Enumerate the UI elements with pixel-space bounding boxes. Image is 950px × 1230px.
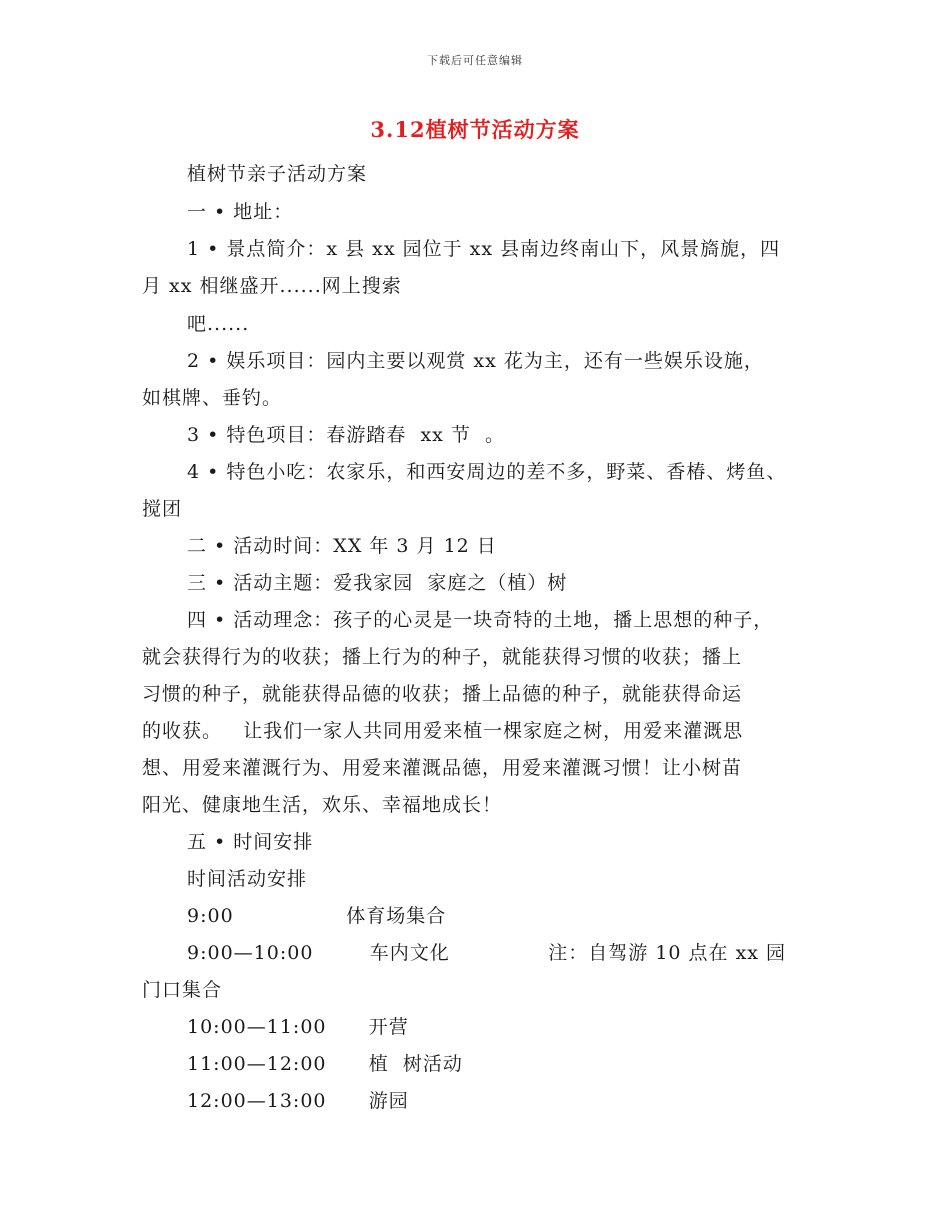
paragraph-line: 吧...... bbox=[187, 313, 250, 335]
paragraph-line: 月 xx 相继盛开......网上搜索 bbox=[142, 275, 402, 297]
paragraph-line: 的收获。 让我们一家人共同用爱来植一棵家庭之树，用爱来灌溉思 bbox=[142, 720, 744, 742]
schedule-row: 9:00—10:00 车内文化 注：自驾游 10 点在 xx 园 bbox=[187, 942, 787, 964]
paragraph-line: 2 • 娱乐项目：园内主要以观赏 xx 花为主，还有一些娱乐设施， bbox=[187, 350, 764, 372]
paragraph-line: 阳光、健康地生活，欢乐、幸福地成长！ bbox=[142, 794, 503, 816]
paragraph-line: 习惯的种子，就能获得品德的收获；播上品德的种子，就能获得命运 bbox=[142, 683, 743, 705]
paragraph-line: 如棋牌、垂钓。 bbox=[142, 387, 283, 409]
schedule-row: 10:00—11:00 开营 bbox=[187, 1016, 409, 1038]
section-schedule: 五 • 时间安排 bbox=[187, 831, 314, 853]
header-note: 下载后可任意编辑 bbox=[427, 54, 523, 67]
subtitle-line: 植树节亲子活动方案 bbox=[187, 163, 368, 185]
section-theme: 三 • 活动主题：爱我家园 家庭之（植）树 bbox=[187, 572, 568, 594]
paragraph-line: 4 • 特色小吃：农家乐，和西安周边的差不多，野菜、香椿、烤鱼、 bbox=[187, 461, 787, 483]
paragraph-line: 就会获得行为的收获；播上行为的种子，就能获得习惯的收获；播上 bbox=[142, 646, 743, 668]
paragraph-line: 搅团 bbox=[142, 498, 183, 520]
paragraph-line: 3 • 特色项目：春游踏春 xx 节 。 bbox=[187, 424, 506, 446]
paragraph-line: 1 • 景点简介：x 县 xx 园位于 xx 县南边终南山下，风景旖旎，四 bbox=[187, 238, 781, 260]
paragraph-line: 门口集合 bbox=[142, 979, 223, 1001]
section-concept: 四 • 活动理念：孩子的心灵是一块奇特的土地，播上思想的种子， bbox=[187, 609, 774, 631]
schedule-row: 11:00—12:00 植 树活动 bbox=[187, 1053, 463, 1075]
schedule-header: 时间活动安排 bbox=[187, 868, 308, 890]
schedule-row: 12:00—13:00 游园 bbox=[187, 1090, 409, 1112]
section-address: 一 • 地址： bbox=[187, 201, 294, 223]
schedule-row: 9:00 体育场集合 bbox=[187, 905, 447, 927]
paragraph-line: 想、用爱来灌溉行为、用爱来灌溉品德，用爱来灌溉习惯！让小树苗 bbox=[142, 757, 743, 779]
document-title: 3.12植树节活动方案 bbox=[370, 117, 580, 142]
section-time: 二 • 活动时间：XX 年 3 月 12 日 bbox=[187, 535, 497, 557]
